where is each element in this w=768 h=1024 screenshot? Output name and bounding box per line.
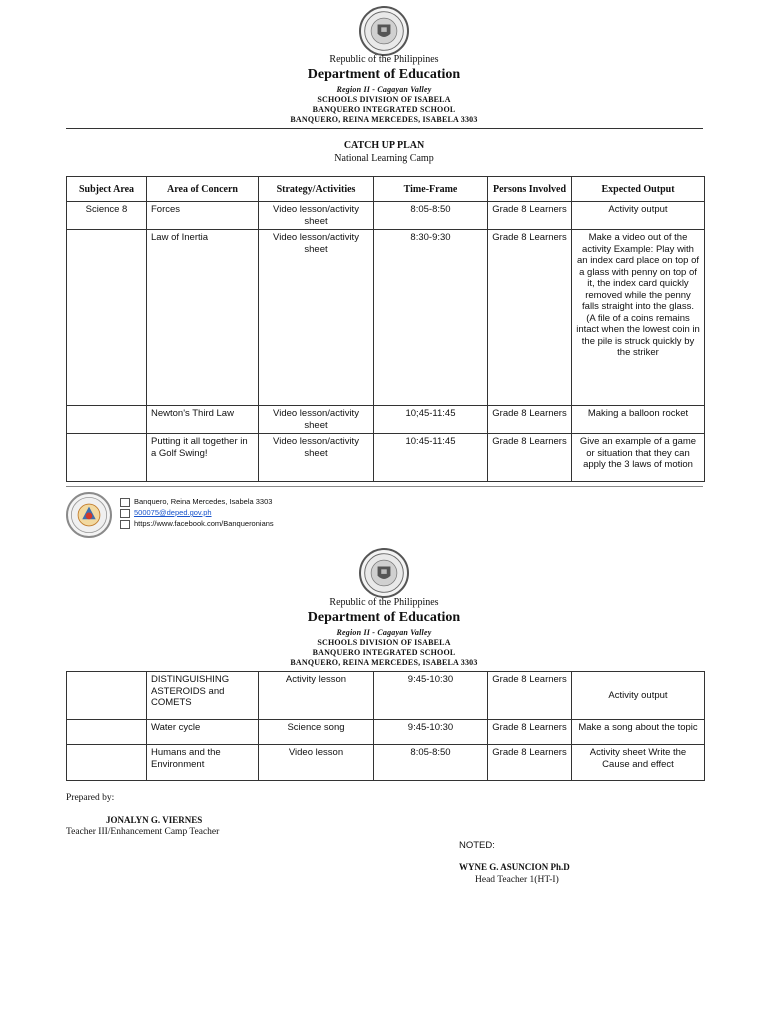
table-row	[67, 672, 705, 720]
table-row	[67, 745, 705, 781]
cell-time: 9:45-10:30	[374, 672, 488, 720]
cell-output: Making a balloon rocket	[572, 406, 705, 434]
col-header-subject: Subject Area	[67, 177, 147, 202]
cell-time: 8:05-8:50	[374, 202, 488, 230]
deped-seal-logo	[359, 6, 409, 56]
prepared-by-title: Teacher III/Enhancement Camp Teacher	[66, 827, 220, 837]
footer-address	[120, 497, 272, 507]
seal-emblem-icon	[361, 8, 407, 54]
cell-concern: Humans and the Environment	[147, 745, 259, 781]
col-header-strategy: Strategy/Activities	[259, 177, 374, 202]
division-line: SCHOOLS DIVISION OF ISABELA	[317, 95, 451, 104]
cell-persons: Grade 8 Learners	[488, 672, 572, 720]
region-line: Region II - Cagayan Valley	[336, 85, 432, 94]
cell-output: Activity sheet Write the Cause and effect	[572, 745, 705, 781]
noted-by-title: Head Teacher 1(HT-I)	[475, 875, 559, 885]
school-emblem-icon	[68, 494, 110, 536]
col-header-time: Time-Frame	[374, 177, 488, 202]
location-icon	[120, 498, 130, 507]
cell-persons: Grade 8 Learners	[488, 202, 572, 230]
cell-strategy: Video lesson/activity sheet	[259, 202, 374, 230]
cell-strategy: Video lesson	[259, 745, 374, 781]
region-line-2: Region II - Cagayan Valley	[336, 628, 432, 637]
cell-strategy: Activity lesson	[259, 672, 374, 720]
noted-label: NOTED:	[459, 840, 495, 851]
school-line-2: BANQUERO INTEGRATED SCHOOL	[312, 648, 456, 657]
cell-subject	[67, 434, 147, 482]
department-title: Department of Education	[307, 67, 461, 82]
school-seal-logo	[66, 492, 112, 538]
cell-output: Make a song about the topic	[572, 720, 705, 745]
cell-concern: Putting it all together in a Golf Swing!	[147, 434, 259, 482]
school-line: BANQUERO INTEGRATED SCHOOL	[312, 105, 456, 114]
email-link[interactable]: 500075@deped.gov.ph	[134, 508, 212, 517]
cell-strategy: Science song	[259, 720, 374, 745]
table-row	[67, 230, 705, 406]
cell-output: Give an example of a game or situation that they can apply the 3 laws of motion	[572, 434, 705, 482]
cell-output: Activity output	[572, 202, 705, 230]
cell-persons: Grade 8 Learners	[488, 745, 572, 781]
address-line: BANQUERO, REINA MERCEDES, ISABELA 3303	[290, 115, 478, 124]
cell-output: Activity output	[572, 672, 705, 720]
doc-title: CATCH UP PLAN	[343, 140, 425, 151]
cell-subject	[67, 406, 147, 434]
address-line-2: BANQUERO, REINA MERCEDES, ISABELA 3303	[290, 658, 478, 667]
department-title-2: Department of Education	[307, 610, 461, 625]
deped-seal-logo-2	[359, 548, 409, 598]
table-row	[67, 720, 705, 745]
header-divider	[66, 128, 703, 129]
footer-facebook	[120, 519, 274, 529]
cell-concern: Water cycle	[147, 720, 259, 745]
cell-concern: Forces	[147, 202, 259, 230]
cell-concern: DISTINGUISHING ASTEROIDS and COMETS	[147, 672, 259, 720]
prepared-by-name: JONALYN G. VIERNES	[106, 815, 203, 825]
cell-time: 9:45-10:30	[374, 720, 488, 745]
cell-persons: Grade 8 Learners	[488, 434, 572, 482]
cell-persons: Grade 8 Learners	[488, 230, 572, 406]
noted-by-name: WYNE G. ASUNCION Ph.D	[459, 862, 570, 872]
cell-subject	[67, 230, 147, 406]
division-line-2: SCHOOLS DIVISION OF ISABELA	[317, 638, 451, 647]
email-icon	[120, 509, 130, 518]
cell-persons: Grade 8 Learners	[488, 406, 572, 434]
cell-persons: Grade 8 Learners	[488, 720, 572, 745]
republic-line: Republic of the Philippines	[329, 54, 439, 65]
cell-strategy: Video lesson/activity sheet	[259, 406, 374, 434]
cell-concern: Newton's Third Law	[147, 406, 259, 434]
prepared-by-label: Prepared by:	[66, 793, 115, 803]
cell-time: 8:30-9:30	[374, 230, 488, 406]
table-row	[67, 202, 705, 230]
table-row	[67, 406, 705, 434]
cell-strategy: Video lesson/activity sheet	[259, 434, 374, 482]
plan-table-page1	[66, 176, 705, 482]
col-header-output: Expected Output	[572, 177, 705, 202]
col-header-concern: Area of Concern	[147, 177, 259, 202]
cell-time: 8:05-8:50	[374, 745, 488, 781]
republic-line-2: Republic of the Philippines	[329, 597, 439, 608]
cell-time: 10:45-11:45	[374, 434, 488, 482]
table-row	[67, 434, 705, 482]
facebook-link[interactable]: https://www.facebook.com/Banqueronians	[134, 519, 274, 528]
cell-subject	[67, 745, 147, 781]
cell-subject	[67, 672, 147, 720]
col-header-persons: Persons Involved	[488, 177, 572, 202]
table-header-row	[67, 177, 705, 202]
cell-strategy: Video lesson/activity sheet	[259, 230, 374, 406]
footer-email	[120, 508, 212, 518]
cell-subject: Science 8	[67, 202, 147, 230]
cell-time: 10;45-11:45	[374, 406, 488, 434]
cell-subject	[67, 720, 147, 745]
plan-table-page2	[66, 671, 705, 781]
seal-emblem-icon	[361, 550, 407, 596]
footer-divider	[66, 486, 703, 487]
facebook-icon	[120, 520, 130, 529]
cell-output: Make a video out of the activity Example: Play with an index card place on top of a glass with penny on top of it, the index card quickly removed while the penny falls straight into the glass. (A file of a coins remains intact when the lowest coin in the pile is struck quickly by the striker	[572, 230, 705, 406]
footer-address-text: Banquero, Reina Mercedes, Isabela 3303	[134, 497, 273, 506]
doc-subtitle: National Learning Camp	[334, 153, 434, 164]
cell-concern: Law of Inertia	[147, 230, 259, 406]
